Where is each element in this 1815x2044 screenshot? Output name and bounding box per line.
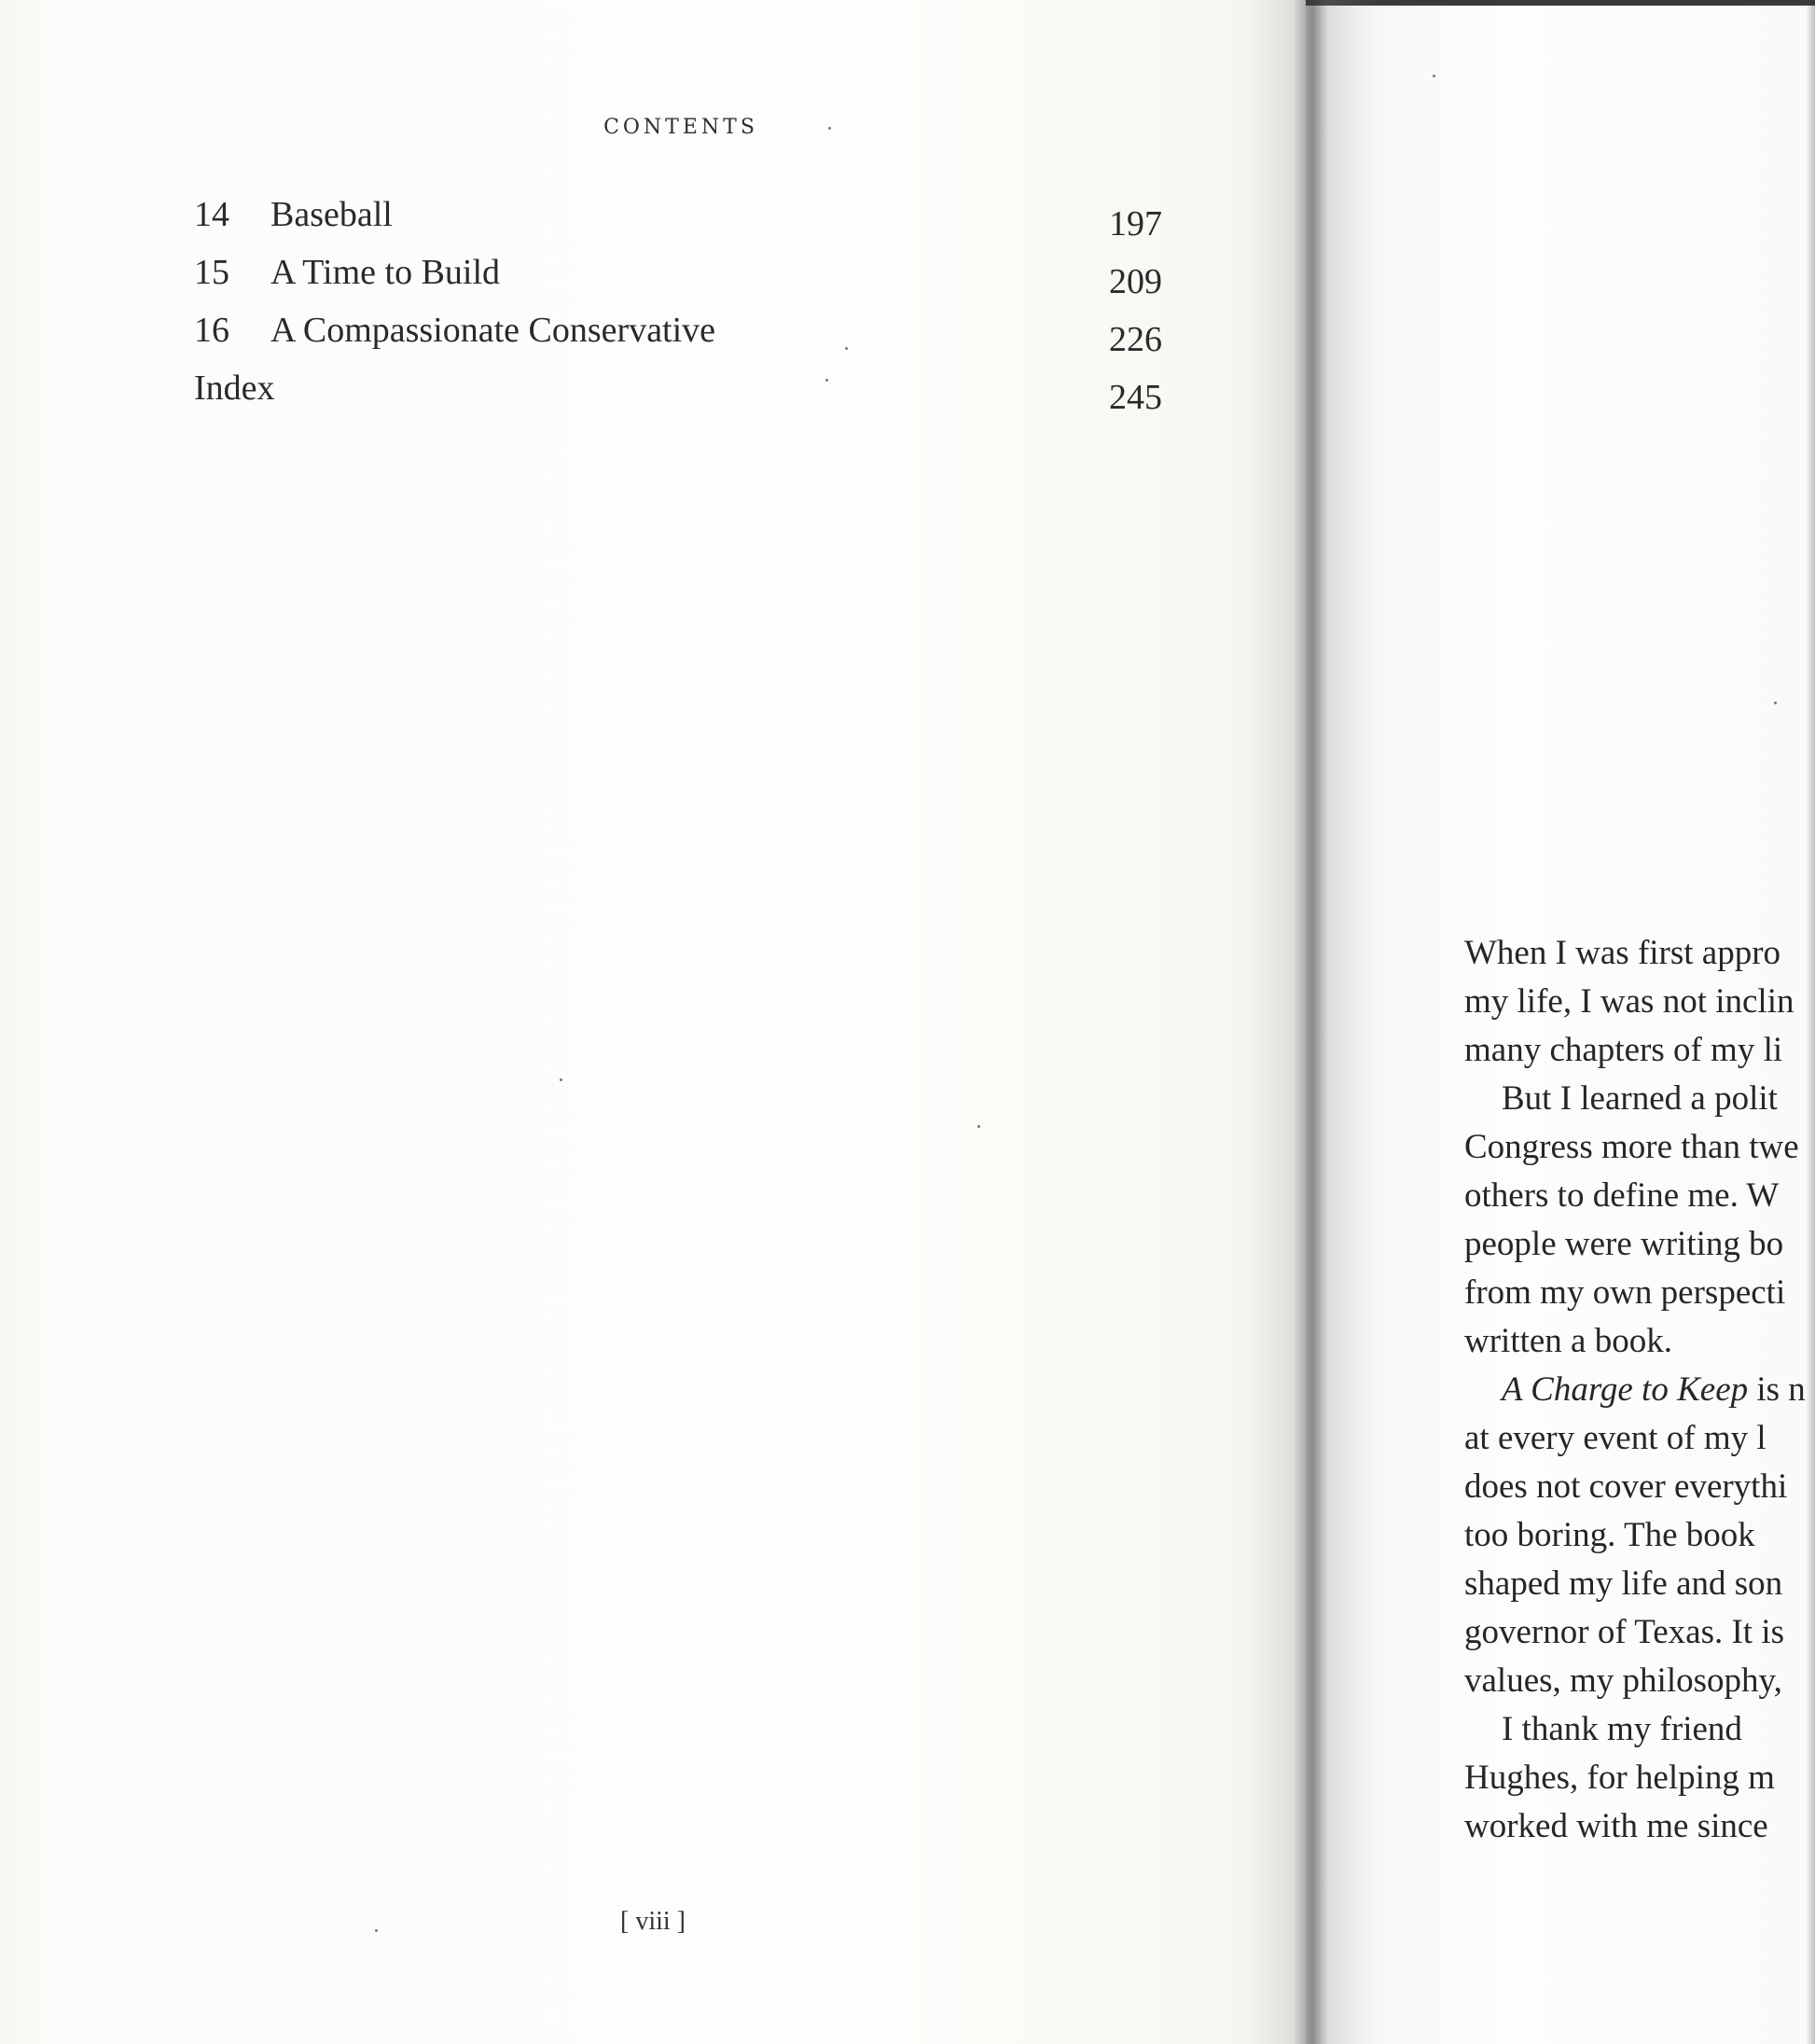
text-line: others to define me. W — [1464, 1176, 1780, 1215]
chapter-number: 14 — [194, 195, 229, 234]
toc-entry — [194, 252, 1162, 304]
text-line: governor of Texas. It is — [1464, 1613, 1785, 1651]
text-line: But I learned a polit — [1502, 1079, 1778, 1118]
dust-speck — [977, 1125, 980, 1128]
chapter-number: 15 — [194, 253, 229, 292]
chapter-title: A Time to Build — [270, 253, 501, 292]
index-page: 245 — [1109, 378, 1162, 417]
text-line: people were writing bo — [1464, 1225, 1784, 1263]
page-top-edge — [1306, 0, 1815, 6]
dust-speck — [828, 127, 831, 130]
foreword-body-text — [1464, 929, 1815, 1851]
dust-speck — [845, 347, 848, 350]
text-line: worked with me since — [1464, 1807, 1768, 1845]
text-line: does not cover everythi — [1464, 1467, 1788, 1506]
book-title-italic: A Charge to Keep — [1502, 1370, 1749, 1409]
chapter-page: 226 — [1109, 320, 1162, 359]
text-line: from my own perspecti — [1464, 1273, 1786, 1312]
dust-speck — [1433, 75, 1435, 77]
text-line — [1464, 1366, 1815, 1414]
chapter-title: A Compassionate Conservative — [270, 311, 716, 350]
text-line: too boring. The book — [1464, 1516, 1755, 1554]
book-gutter — [1250, 0, 1380, 2044]
text-line-rest: is n — [1756, 1370, 1806, 1409]
text-line: written a book. — [1464, 1322, 1672, 1360]
contents-heading: CONTENTS — [603, 116, 758, 139]
text-line: When I was first appro — [1464, 934, 1781, 972]
toc-index-entry — [194, 368, 1162, 420]
text-line: my life, I was not inclin — [1464, 982, 1794, 1021]
toc-entry — [194, 194, 1162, 246]
dust-speck — [375, 1929, 378, 1932]
text-line: shaped my life and son — [1464, 1564, 1783, 1603]
text-line: Hughes, for helping m — [1464, 1759, 1775, 1797]
index-title: Index — [194, 368, 275, 408]
text-line: many chapters of my li — [1464, 1031, 1783, 1069]
dust-speck — [560, 1078, 562, 1081]
text-line: Congress more than twe — [1464, 1128, 1799, 1166]
text-line: values, my philosophy, — [1464, 1662, 1782, 1700]
dust-speck — [825, 379, 828, 382]
chapter-number: 16 — [194, 311, 229, 350]
page-folio: [ viii ] — [620, 1907, 686, 1936]
chapter-title: Baseball — [270, 195, 393, 234]
toc-entry — [194, 310, 1162, 362]
dust-speck — [1774, 702, 1777, 704]
bleed-through-decoration — [1110, 942, 1166, 970]
text-line: I thank my friend — [1502, 1710, 1742, 1748]
chapter-page: 197 — [1109, 204, 1162, 243]
text-line: at every event of my l — [1464, 1419, 1767, 1457]
chapter-page: 209 — [1109, 262, 1162, 301]
